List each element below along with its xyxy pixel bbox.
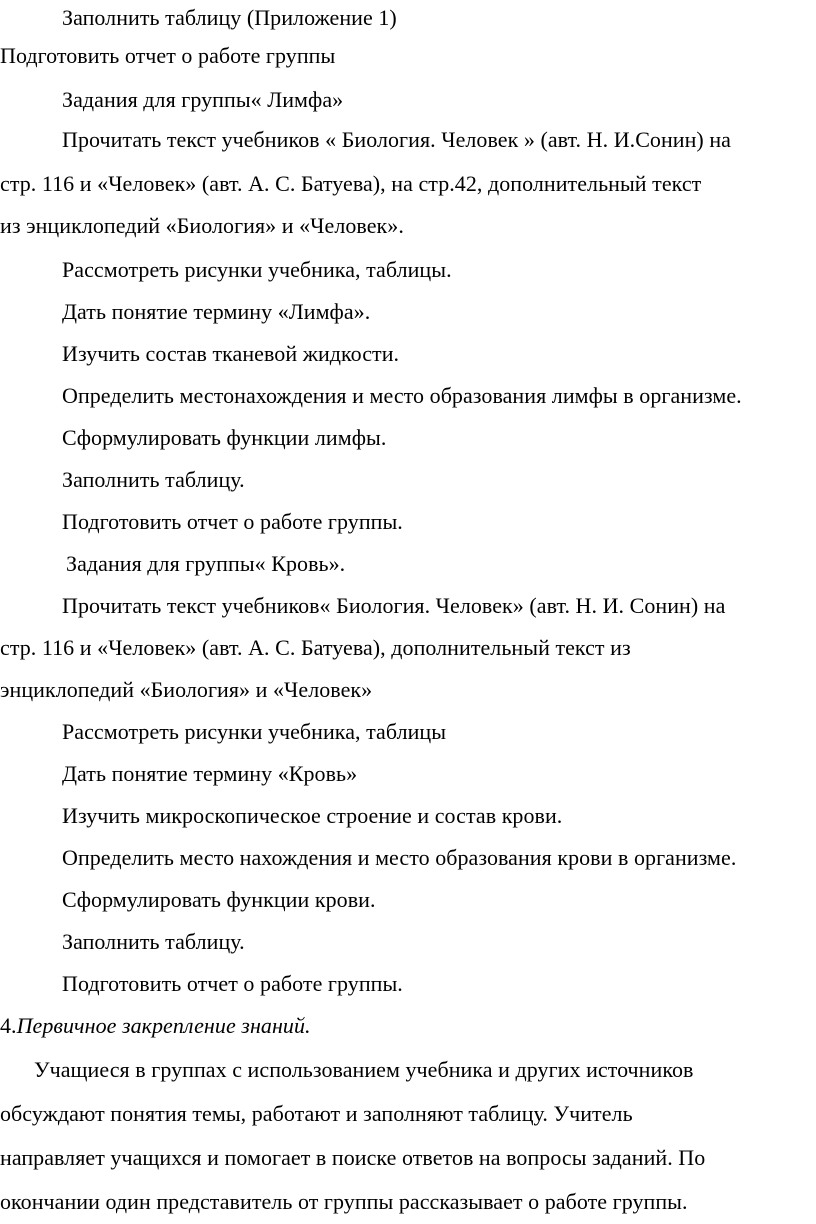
task-line: Подготовить отчет о работе группы. — [62, 971, 403, 996]
task-line: Заполнить таблицу. — [62, 467, 245, 492]
task-line: Прочитать текст учебников« Биология. Человек» (авт. Н. И. Сонин) на — [62, 593, 726, 618]
task-line: стр. 116 и «Человек» (авт. А. С. Батуева), на стр.42, дополнительный текст — [0, 171, 702, 196]
paragraph-line: Учащиеся в группах с использованием учебника и других источников — [34, 1057, 694, 1082]
paragraph-line: окончании один представитель от группы рассказывает о работе группы. — [0, 1189, 688, 1214]
task-line: энциклопедий «Биология» и «Человек» — [0, 677, 373, 702]
task-line: Определить местонахождения и место образования лимфы в организме. — [62, 383, 742, 408]
task-line: Заполнить таблицу (Приложение 1) — [62, 5, 397, 30]
section-heading — [0, 1012, 311, 1040]
task-line: Определить место нахождения и место образования крови в организме. — [62, 845, 737, 870]
task-line: Заполнить таблицу. — [62, 929, 245, 954]
group-heading-lymph: Задания для группы« Лимфа» — [62, 87, 344, 112]
paragraph-line: направляет учащихся и помогает в поиске ответов на вопросы заданий. По — [0, 1145, 706, 1170]
task-line: Дать понятие термину «Лимфа». — [62, 299, 371, 324]
task-line: Рассмотреть рисунки учебника, таблицы. — [62, 257, 452, 282]
task-line: стр. 116 и «Человек» (авт. А. С. Батуева), дополнительный текст из — [0, 635, 631, 660]
group-heading-blood: Задания для группы« Кровь». — [66, 551, 346, 576]
paragraph-line: обсуждают понятия темы, работают и заполняют таблицу. Учитель — [0, 1101, 633, 1126]
task-line: Дать понятие термину «Кровь» — [62, 761, 358, 786]
task-line: Изучить состав тканевой жидкости. — [62, 341, 400, 366]
task-line: Сформулировать функции крови. — [62, 887, 376, 912]
task-line: Рассмотреть рисунки учебника, таблицы — [62, 719, 447, 744]
task-line: Подготовить отчет о работе группы. — [62, 509, 403, 534]
task-line: из энциклопедий «Биология» и «Человек». — [0, 213, 404, 238]
section-title: Первичное закрепление знаний. — [16, 1013, 311, 1038]
task-line: Изучить микроскопическое строение и состав крови. — [62, 803, 563, 828]
task-line: Подготовить отчет о работе группы — [0, 43, 336, 68]
task-line: Прочитать текст учебников « Биология. Человек » (авт. Н. И.Сонин) на — [62, 127, 731, 152]
section-number: 4. — [0, 1013, 17, 1038]
task-line: Сформулировать функции лимфы. — [62, 425, 387, 450]
